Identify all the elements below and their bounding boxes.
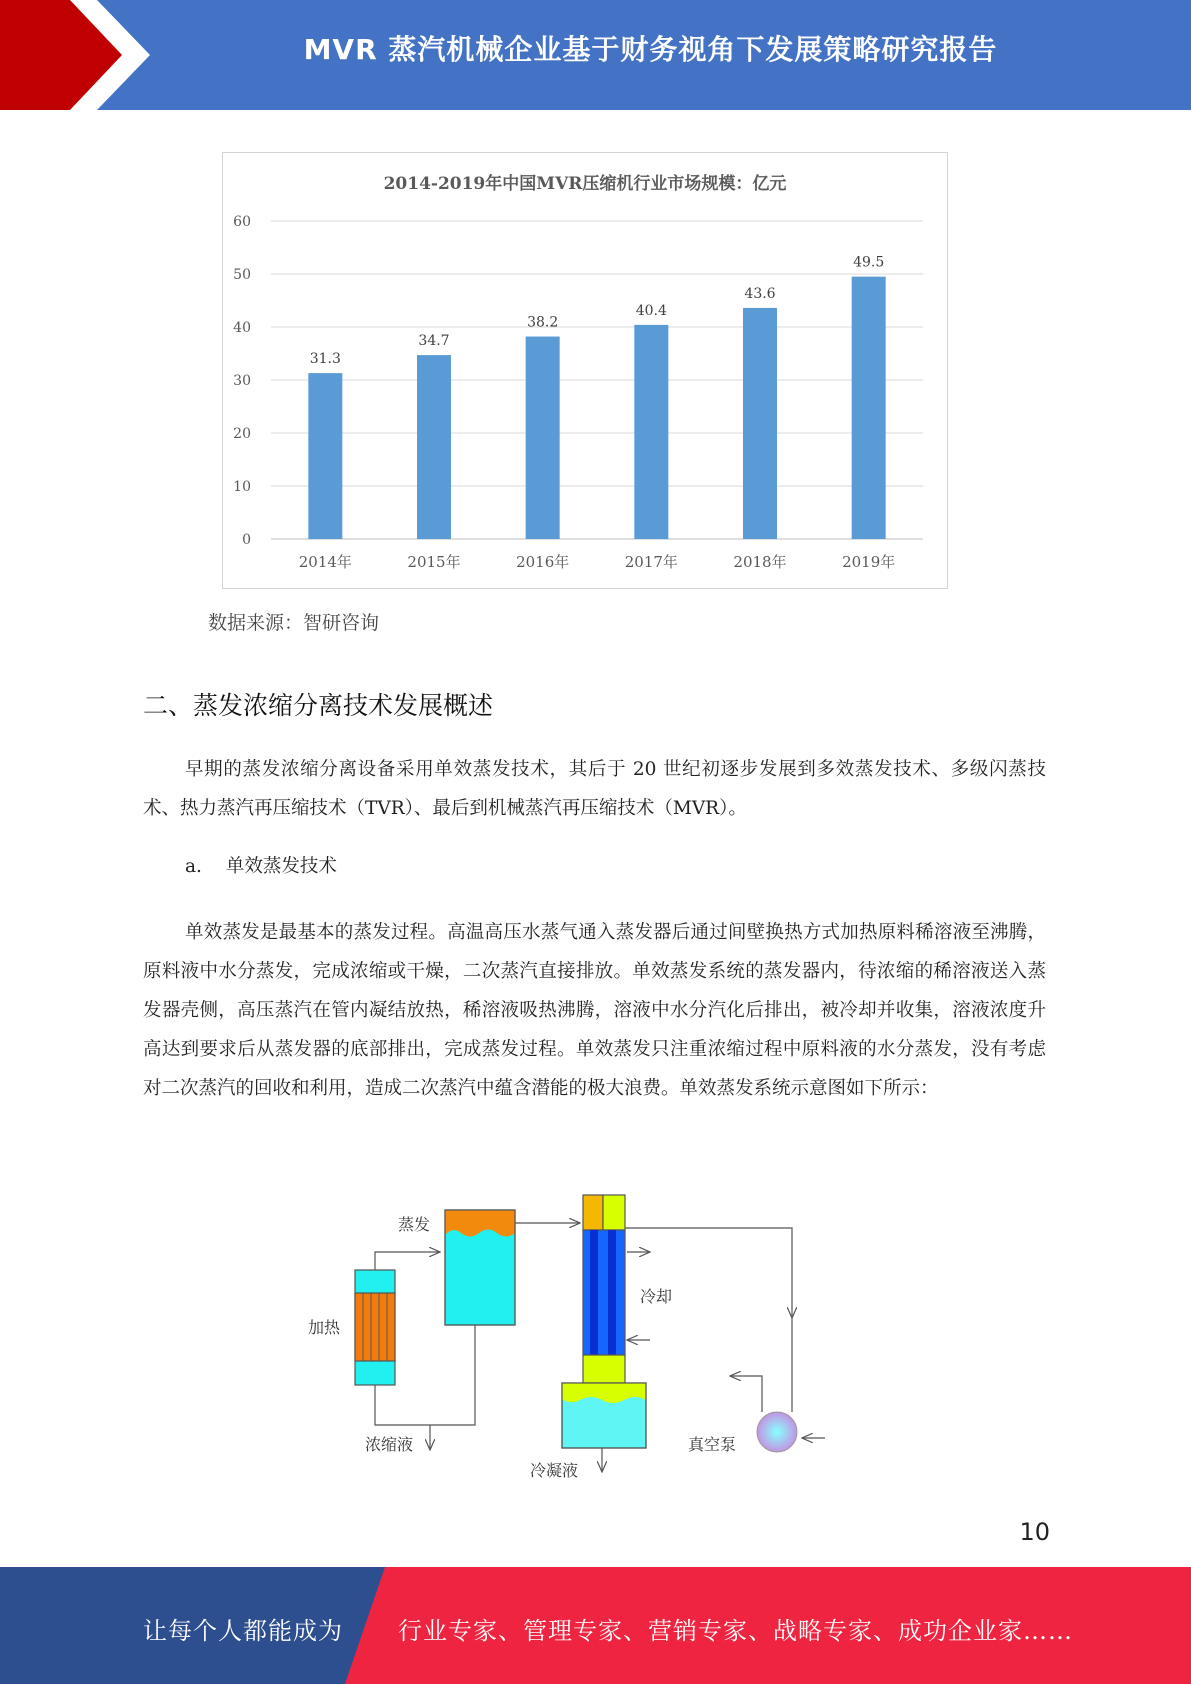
section-title: 二、蒸发浓缩分离技术发展概述 (143, 691, 494, 720)
y-tick-label: 50 (233, 267, 251, 283)
bar (743, 308, 777, 539)
label-condensate: 冷凝液 (530, 1461, 579, 1480)
bar (526, 337, 560, 539)
condenser-top (583, 1195, 603, 1230)
x-tick-label: 2017年 (624, 553, 678, 571)
single-effect-paragraph: 单效蒸发是最基本的蒸发过程。高温高压水蒸气通入蒸发器后通过间壁换热方式加热原料稀溶液至沸腾，原料液中水分蒸发，完成浓缩或干燥，二次蒸汽直接排放。单效蒸发系统的蒸发器内，待浓缩的稀溶液送入蒸发器壳侧，高压蒸汽在管内凝结放热，稀溶液吸热沸腾，溶液中水分汽化后排出，被冷却并收集，溶液浓度升高达到要求后从蒸发器的底部排出，完成蒸发过程。单效蒸发只注重浓缩过程中原料液的水分蒸发，没有考虑对二次蒸汽的回收和利用，造成二次蒸汽中蕴含潜能的极大浪费。单效蒸发系统示意图如下所示： (143, 922, 1046, 1099)
label-cool: 冷却 (640, 1287, 673, 1306)
page-number: 10 (1019, 1518, 1050, 1546)
label-evaporate: 蒸发 (398, 1215, 431, 1234)
chart-canvas (223, 153, 947, 588)
page-footer (0, 1567, 1191, 1684)
diagram-graphic (290, 1180, 850, 1490)
subheading-letter: a. (185, 856, 202, 877)
data-label: 31.3 (309, 351, 341, 368)
footer-slogan-right: 行业专家、管理专家、营销专家、战略专家、成功企业家…… (398, 1617, 1073, 1645)
data-label: 38.2 (527, 314, 559, 331)
y-tick-label: 20 (233, 426, 251, 442)
bar (417, 355, 451, 539)
data-label: 43.6 (744, 285, 776, 302)
y-tick-label: 10 (233, 479, 251, 495)
chart-title: 2014-2019年中国MVR压缩机行业市场规模：亿元 (383, 174, 787, 194)
x-tick-label: 2014年 (298, 553, 352, 571)
label-concentrate: 浓缩液 (365, 1435, 414, 1454)
intro-paragraph: 早期的蒸发浓缩分离设备采用单效蒸发技术，其后于 20 世纪初逐步发展到多效蒸发技术、多级闪蒸技术、热力蒸汽再压缩技术（TVR）、最后到机械蒸汽再压缩技术（MVR）。 (143, 759, 1046, 819)
condenser-column (583, 1230, 625, 1355)
data-label: 49.5 (853, 254, 885, 271)
y-tick-label: 30 (233, 373, 251, 389)
label-heat: 加热 (308, 1318, 341, 1337)
bar (634, 325, 668, 539)
subheading-text: 单效蒸发技术 (225, 856, 337, 877)
page-header (0, 0, 1191, 110)
single-effect-evaporation-diagram (290, 1180, 850, 1490)
x-tick-label: 2015年 (407, 553, 461, 571)
data-label: 40.4 (635, 302, 667, 319)
x-tick-label: 2018年 (733, 553, 787, 571)
bar-chart (222, 152, 948, 589)
label-vacuum-pump: 真空泵 (688, 1435, 737, 1454)
vacuum-pump (757, 1412, 797, 1452)
data-source-note: 数据来源：智研咨询 (208, 612, 380, 634)
bar (852, 277, 886, 539)
footer-slogan-left: 让每个人都能成为 (143, 1617, 343, 1645)
y-tick-label: 60 (233, 214, 251, 230)
data-label: 34.7 (418, 333, 450, 350)
bar (308, 373, 342, 539)
x-tick-label: 2019年 (842, 553, 896, 571)
header-title: MVR 蒸汽机械企业基于财务视角下发展策略研究报告 (303, 33, 998, 66)
subheading (185, 852, 337, 878)
y-tick-label: 0 (242, 532, 251, 548)
y-tick-label: 40 (233, 320, 251, 336)
x-tick-label: 2016年 (516, 553, 570, 571)
